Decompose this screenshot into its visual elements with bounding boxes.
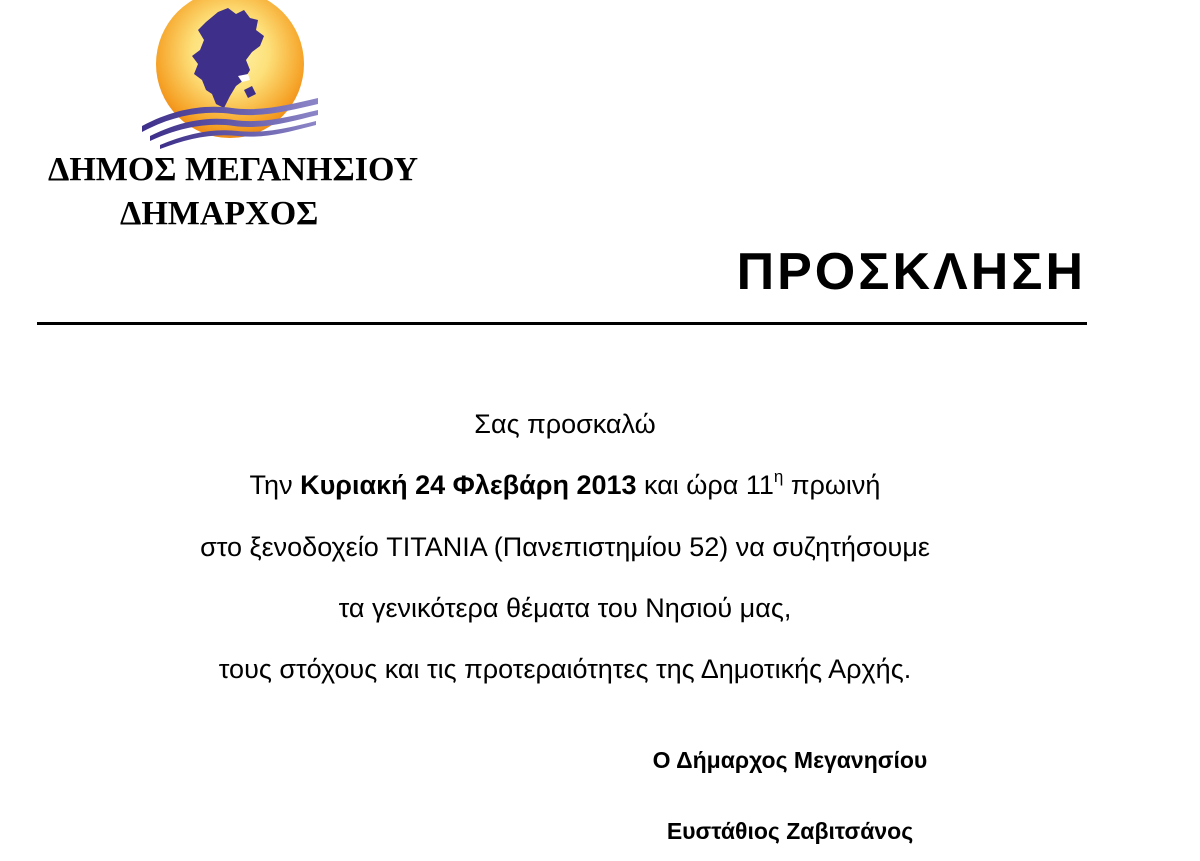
header-divider xyxy=(37,322,1087,325)
organization-name: ΔΗΜΟΣ ΜΕΓΑΝΗΣΙΟΥ xyxy=(48,151,419,188)
signature-title: Ο Δήμαρχος Μεγανησίου xyxy=(652,747,928,773)
municipality-emblem-icon xyxy=(132,0,324,150)
signature-name: Ευστάθιος Ζαβιτσάνος xyxy=(666,818,914,844)
invitation-line-1: Σας προσκαλώ xyxy=(474,409,656,439)
event-date: Κυριακή 24 Φλεβάρη 2013 xyxy=(300,470,637,500)
invitation-line-4: τα γενικότερα θέματα του Νησιού μας, xyxy=(338,593,792,623)
document-title: ΠΡΟΣΚΛΗΣΗ xyxy=(736,243,1086,301)
invitation-line-3: στο ξενοδοχείο TITANIA (Πανεπιστημίου 52) να συζητήσουμε xyxy=(200,532,930,562)
line2-middle: και ώρα 11 xyxy=(636,470,774,500)
ordinal-superscript: η xyxy=(773,467,784,486)
line2-prefix: Την xyxy=(249,470,301,500)
invitation-line-2 xyxy=(0,468,1130,502)
line2-suffix: πρωινή xyxy=(783,470,881,500)
invitation-line-5: τους στόχους και τις προτεραιότητες της Δημοτικής Αρχής. xyxy=(218,654,912,684)
organization-role: ΔΗΜΑΡΧΟΣ xyxy=(120,195,319,232)
